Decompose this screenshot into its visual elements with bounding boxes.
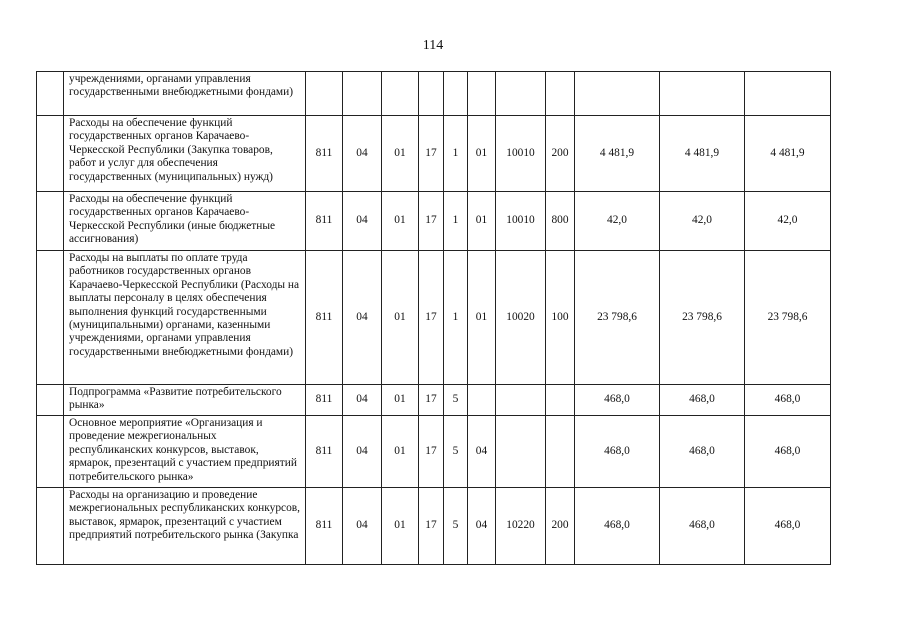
amount-year-2-cell xyxy=(660,72,745,116)
row-number-cell xyxy=(37,488,64,565)
row-number-cell xyxy=(37,251,64,385)
row-number-cell xyxy=(37,116,64,192)
direction-code-cell: 10220 xyxy=(496,488,546,565)
program-code-cell: 17 xyxy=(419,385,444,416)
amount-year-1-cell: 468,0 xyxy=(575,385,660,416)
amount-year-1-cell: 468,0 xyxy=(575,416,660,488)
main-event-code-cell xyxy=(468,385,496,416)
expense-type-code-cell: 200 xyxy=(546,488,575,565)
subsection-code-cell: 01 xyxy=(382,116,419,192)
ministry-code-cell: 811 xyxy=(306,251,343,385)
ministry-code-cell: 811 xyxy=(306,116,343,192)
description-cell: Расходы на выплаты по оплате труда работников государственных органов Карачаево-Черкесской Республики (Расходы на выплаты персоналу в целях обеспечения выполнения функций государственными (муниципальными) органами, казенными учреждениями, органами управления государственными внебюджетными фондами) xyxy=(64,251,306,385)
direction-code-cell: 10010 xyxy=(496,116,546,192)
main-event-code-cell: 01 xyxy=(468,192,496,251)
row-number-cell xyxy=(37,385,64,416)
direction-code-cell xyxy=(496,72,546,116)
subprogram-code-cell: 1 xyxy=(444,116,468,192)
description-cell: учреждениями, органами управления государственными внебюджетными фондами) xyxy=(64,72,306,116)
direction-code-cell: 10010 xyxy=(496,192,546,251)
page-number: 114 xyxy=(422,38,444,53)
subsection-code-cell: 01 xyxy=(382,385,419,416)
expense-type-code-cell: 800 xyxy=(546,192,575,251)
amount-year-2-cell: 468,0 xyxy=(660,416,745,488)
row-number-cell xyxy=(37,72,64,116)
budget-table xyxy=(36,71,831,565)
table-row xyxy=(37,251,831,385)
description-cell: Подпрограмма «Развитие потребительского рынка» xyxy=(64,385,306,416)
program-code-cell: 17 xyxy=(419,116,444,192)
section-code-cell: 04 xyxy=(343,192,382,251)
amount-year-1-cell xyxy=(575,72,660,116)
amount-year-1-cell: 42,0 xyxy=(575,192,660,251)
program-code-cell: 17 xyxy=(419,192,444,251)
main-event-code-cell: 01 xyxy=(468,116,496,192)
amount-year-3-cell: 23 798,6 xyxy=(745,251,831,385)
row-number-cell xyxy=(37,192,64,251)
section-code-cell: 04 xyxy=(343,385,382,416)
subprogram-code-cell: 5 xyxy=(444,488,468,565)
main-event-code-cell: 04 xyxy=(468,488,496,565)
ministry-code-cell xyxy=(306,72,343,116)
expense-type-code-cell xyxy=(546,416,575,488)
description-cell: Расходы на обеспечение функций государственных органов Карачаево-Черкесской Республики (Закупка товаров, работ и услуг для обеспечения государственных (муниципальных) нужд) xyxy=(64,116,306,192)
amount-year-2-cell: 23 798,6 xyxy=(660,251,745,385)
direction-code-cell xyxy=(496,385,546,416)
amount-year-3-cell: 4 481,9 xyxy=(745,116,831,192)
subprogram-code-cell: 5 xyxy=(444,385,468,416)
program-code-cell: 17 xyxy=(419,488,444,565)
amount-year-3-cell: 468,0 xyxy=(745,385,831,416)
section-code-cell: 04 xyxy=(343,116,382,192)
main-event-code-cell: 01 xyxy=(468,251,496,385)
subprogram-code-cell xyxy=(444,72,468,116)
subsection-code-cell: 01 xyxy=(382,192,419,251)
amount-year-2-cell: 468,0 xyxy=(660,385,745,416)
subprogram-code-cell: 1 xyxy=(444,251,468,385)
subsection-code-cell xyxy=(382,72,419,116)
subsection-code-cell: 01 xyxy=(382,251,419,385)
amount-year-1-cell: 4 481,9 xyxy=(575,116,660,192)
amount-year-3-cell xyxy=(745,72,831,116)
subprogram-code-cell: 5 xyxy=(444,416,468,488)
program-code-cell: 17 xyxy=(419,251,444,385)
amount-year-3-cell: 468,0 xyxy=(745,416,831,488)
amount-year-3-cell: 468,0 xyxy=(745,488,831,565)
ministry-code-cell: 811 xyxy=(306,488,343,565)
ministry-code-cell: 811 xyxy=(306,385,343,416)
direction-code-cell: 10020 xyxy=(496,251,546,385)
ministry-code-cell: 811 xyxy=(306,192,343,251)
expense-type-code-cell: 200 xyxy=(546,116,575,192)
amount-year-1-cell: 23 798,6 xyxy=(575,251,660,385)
table-row xyxy=(37,416,831,488)
ministry-code-cell: 811 xyxy=(306,416,343,488)
program-code-cell xyxy=(419,72,444,116)
direction-code-cell xyxy=(496,416,546,488)
amount-year-3-cell: 42,0 xyxy=(745,192,831,251)
table-row xyxy=(37,192,831,251)
subsection-code-cell: 01 xyxy=(382,416,419,488)
description-cell: Основное мероприятие «Организация и проведение межрегиональных республиканских конкурсов, выставок, ярмарок, презентаций с участием предприятий потребительского рынка» xyxy=(64,416,306,488)
table-row xyxy=(37,116,831,192)
section-code-cell: 04 xyxy=(343,416,382,488)
main-event-code-cell xyxy=(468,72,496,116)
section-code-cell: 04 xyxy=(343,488,382,565)
description-cell: Расходы на обеспечение функций государственных органов Карачаево-Черкесской Республики (иные бюджетные ассигнования) xyxy=(64,192,306,251)
description-cell: Расходы на организацию и проведение межрегиональных республиканских конкурсов, выставок, ярмарок, презентаций с участием предприятий потребительского рынка (Закупка xyxy=(64,488,306,565)
program-code-cell: 17 xyxy=(419,416,444,488)
expense-type-code-cell: 100 xyxy=(546,251,575,385)
section-code-cell xyxy=(343,72,382,116)
row-number-cell xyxy=(37,416,64,488)
expense-type-code-cell xyxy=(546,72,575,116)
main-event-code-cell: 04 xyxy=(468,416,496,488)
subprogram-code-cell: 1 xyxy=(444,192,468,251)
amount-year-2-cell: 42,0 xyxy=(660,192,745,251)
table-row xyxy=(37,72,831,116)
subsection-code-cell: 01 xyxy=(382,488,419,565)
expense-type-code-cell xyxy=(546,385,575,416)
table-row xyxy=(37,385,831,416)
table-row xyxy=(37,488,831,565)
amount-year-1-cell: 468,0 xyxy=(575,488,660,565)
amount-year-2-cell: 4 481,9 xyxy=(660,116,745,192)
amount-year-2-cell: 468,0 xyxy=(660,488,745,565)
section-code-cell: 04 xyxy=(343,251,382,385)
